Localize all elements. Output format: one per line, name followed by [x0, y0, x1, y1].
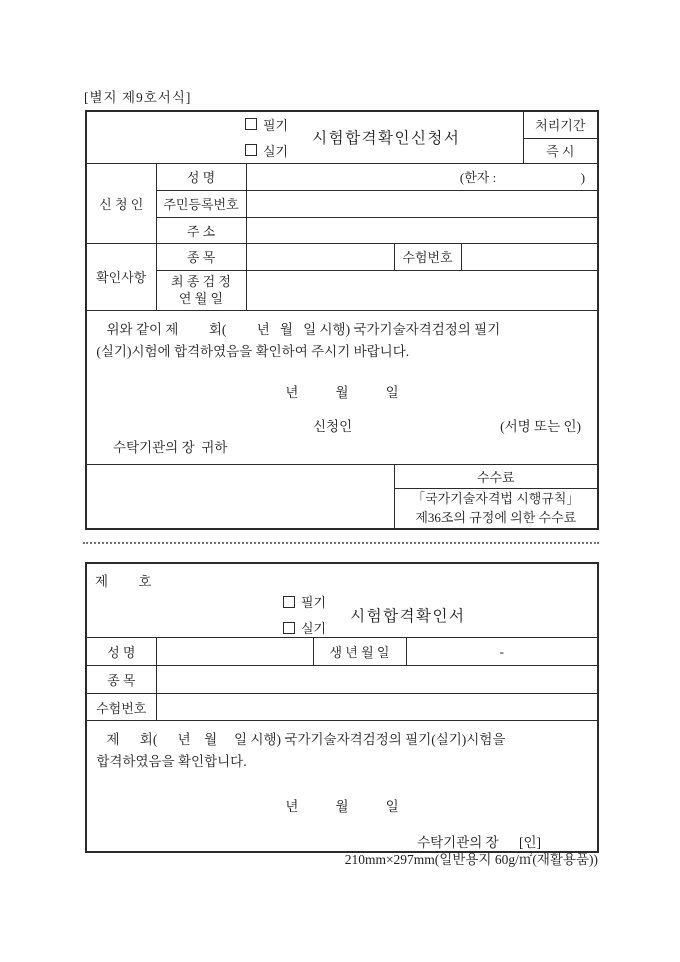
sign-note: (서명 또는 인)	[500, 418, 582, 434]
resident-number-input-cell[interactable]	[246, 190, 598, 217]
processing-period-label: 처리기간	[523, 111, 598, 138]
cert-checkbox-written-label: 필기	[301, 595, 327, 610]
application-table	[85, 110, 599, 530]
recipient-line: 수탁기관의 장 귀하	[113, 439, 228, 455]
cert-checkbox-practical-icon[interactable]	[283, 622, 295, 634]
applicant-sign-label: 신청인	[313, 418, 353, 434]
cert-checkbox-written[interactable]	[283, 592, 326, 611]
checkbox-written-label: 필기	[263, 117, 289, 133]
confirmation-rowgroup-label: 확인사항	[86, 243, 156, 310]
cert-subject-label: 종 목	[86, 666, 156, 694]
cert-name-input-cell[interactable]	[156, 638, 313, 666]
cert-subject-input-cell[interactable]	[156, 666, 598, 694]
checkbox-written-icon[interactable]	[245, 118, 257, 130]
certificate-date-line: 년 월 일	[285, 799, 399, 814]
certificate-header-cell	[86, 563, 598, 638]
cert-birth-date-value-cell[interactable]: -	[406, 638, 598, 666]
fee-label: 수수료	[394, 464, 598, 488]
fee-blank-cell	[86, 464, 394, 529]
application-request-line2: (실기)시험에 합격하였음을 확인하여 주시기 바랍니다.	[93, 343, 410, 359]
checkbox-practical-label: 실기	[263, 143, 289, 159]
applicant-rowgroup-label: 신 청 인	[86, 163, 156, 243]
resident-number-label: 주민등록번호	[156, 190, 246, 217]
name-label: 성 명	[156, 163, 246, 190]
cert-checkbox-written-icon[interactable]	[283, 596, 295, 608]
checkbox-written[interactable]	[245, 115, 288, 134]
cert-checkbox-practical-label: 실기	[301, 621, 327, 636]
address-input-cell[interactable]	[246, 217, 598, 243]
certificate-title: 시험합격확인서	[350, 607, 466, 625]
application-header-cell	[86, 111, 523, 163]
cert-exam-number-label: 수험번호	[86, 694, 156, 721]
application-title: 시험합격확인신청서	[312, 130, 461, 148]
cert-birth-date-label: 생 년 월 일	[313, 638, 406, 666]
certificate-confirm-line2: 합격하였음을 확인합니다.	[93, 754, 247, 769]
paper-size-note: 210mm×297mm(일반용지 60g/㎡(재활용품))	[344, 852, 598, 867]
address-label: 주 소	[156, 217, 246, 243]
subject-label: 종 목	[156, 243, 246, 270]
application-request-line1: 위와 같이 제 회( 년 월 일 시행) 국가기술자격검정의 필기	[93, 321, 501, 337]
final-exam-date-input-cell[interactable]	[246, 270, 598, 310]
cutting-separator-line	[83, 542, 599, 544]
fee-note: 「국가기술자격법 시행규칙」 제36조의 규정에 의한 수수료	[394, 488, 598, 529]
checkbox-practical-icon[interactable]	[245, 144, 257, 156]
checkbox-practical[interactable]	[245, 141, 288, 160]
exam-number-label: 수험번호	[394, 243, 461, 270]
name-input-cell[interactable]: (한자 : )	[246, 163, 598, 190]
form-code-label: [별지 제9호서식]	[84, 90, 192, 105]
certificate-body-cell	[86, 721, 598, 853]
subject-input-cell[interactable]	[246, 243, 394, 270]
processing-period-value: 즉 시	[523, 138, 598, 163]
cert-name-label: 성 명	[86, 638, 156, 666]
cert-exam-number-input-cell[interactable]	[156, 694, 598, 721]
certificate-table	[85, 562, 599, 853]
certificate-doc-number: 제 호	[95, 574, 152, 589]
cert-checkbox-practical[interactable]	[283, 618, 326, 637]
certificate-confirm-line1: 제 회( 년 월 일 시행) 국가기술자격검정의 필기(실기)시험을	[93, 732, 506, 747]
application-body-cell	[86, 310, 598, 464]
final-exam-date-label: 최 종 검 정 연 월 일	[156, 270, 246, 310]
exam-number-input-cell[interactable]	[461, 243, 598, 270]
certificate-issuer-line: 수탁기관의 장 [인]	[417, 835, 541, 850]
application-date-line: 년 월 일	[285, 384, 399, 400]
